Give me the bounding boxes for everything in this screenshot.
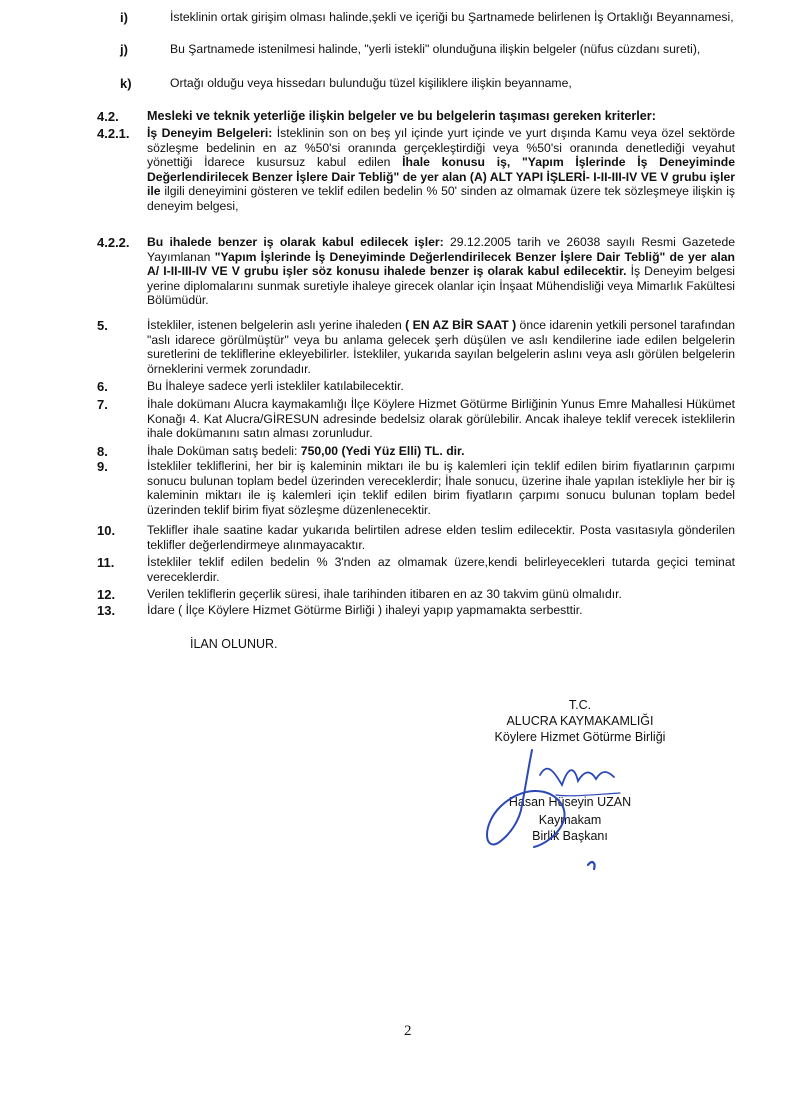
text-run: İş Deneyim Belgeleri: bbox=[147, 126, 273, 140]
item-label: 8. bbox=[97, 444, 108, 459]
section-label: 4.2.1. bbox=[97, 126, 130, 141]
text-run: 29.12.2005 tarih ve 26038 sayılı Resmi Gazetede Yayımlanan bbox=[147, 235, 735, 264]
text-run: İsteklinin ortak girişim olması halinde,şekli ve içeriği bu Şartnamede belirlenen İş Ortaklığı Beyannamesi, bbox=[170, 10, 734, 24]
handwritten-signature bbox=[470, 735, 650, 885]
section-text bbox=[147, 126, 735, 214]
item-label: j) bbox=[120, 42, 128, 57]
section-label: 4.2. bbox=[97, 109, 119, 124]
signatory-line2: ALUCRA KAYMAKAMLIĞI bbox=[506, 714, 654, 728]
item-label: 7. bbox=[97, 397, 108, 412]
text-run: Teklifler ihale saatine kadar yukarıda belirtilen adrese elden teslim edilecektir. Posta vasıtasıyla gönderilen teklifler değerlendirmeye alınmayacaktır. bbox=[147, 523, 735, 552]
item-text bbox=[147, 555, 735, 584]
signatory-line3: Köylere Hizmet Götürme Birliği bbox=[494, 730, 666, 744]
item-text bbox=[147, 523, 735, 552]
text-run: İdare ( İlçe Köylere Hizmet Götürme Birliği ) ihaleyi yapıp yapmamakta serbesttir. bbox=[147, 603, 583, 617]
item-label: k) bbox=[120, 76, 132, 91]
item-text bbox=[147, 587, 735, 602]
text-run: önce idarenin yetkili personel tarafından "aslı idarece görülmüştür" veya bu anlama gelecek şerh düşülen ve aslı kendilerine iade edilen belgelerin suretlerini de tekliflerine ekleyebilirler. İstekliler, yukarıda sayılan belgelerin aslını veya aslı görülen belgelerin örneklerini vermek zorundadır. bbox=[147, 318, 735, 376]
item-text bbox=[170, 42, 735, 57]
text-run: İstekliler tekliflerini, her bir iş kaleminin miktarı ile bu iş kalemleri için teklif edilen birim fiyatlarının çarpımı sonucu bulunan toplam bedel üzerinden vereceklerdir; İhale sonucu, üzerine ihale yapılan istekliyle her bir iş kaleminin miktarı ile iş kalemleri için teklif edilen birim fiyatların çarpımı sonucu bulunan toplam bedel üzerinden teklif birim fiyat sözleşme düzenlenecektir. bbox=[147, 459, 735, 517]
signatory-title2: Birlik Başkanı bbox=[532, 829, 608, 843]
section-text bbox=[147, 235, 735, 308]
text-run: İhale dokümanı Alucra kaymakamlığı İlçe Köylere Hizmet Götürme Birliğinin Yunus Emre Mahallesi Hükümet Konağı 4. Kat Alucra/GİRESUN adresinde bedelsiz olarak görülebilir. Ancak ihaleye teklif verecek isteklilerin ihale dokümanını satın alması zorunludur. bbox=[147, 397, 735, 441]
text-run: İstekliler teklif edilen bedelin % 3'nden az olmamak üzere,kendi belirleyecekleri tutarda geçici teminat vereceklerdir. bbox=[147, 555, 735, 584]
text-run: İhale konusu iş, "Yapım İşlerinde İş Deneyiminde Değerlendirilecek Benzer İşlere Dair Tebliğ" de yer alan (A) ALT YAPI İŞLERİ- I-II-III-IV VE V grubu işler ile bbox=[147, 155, 735, 199]
text-run: İş Deneyim belgesi yerine diplomalarını sunmak suretiyle ihaleye girecek olanlar için İnşaat Mühendisliği veya Mimarlık Fakültesi Bölümüdür. bbox=[147, 264, 735, 308]
text-run: "Yapım İşlerinde İş Deneyiminde Değerlendirilecek Benzer İşlere Dair Tebliğ" de yer alan A/ I-II-III-IV VE V grubu işler söz konusu ihalede benzer iş olarak kabul edilecektir. bbox=[147, 249, 736, 279]
item-text bbox=[147, 318, 735, 376]
item-text bbox=[147, 397, 735, 441]
item-label: 11. bbox=[97, 555, 115, 570]
item-label: 12. bbox=[97, 587, 116, 602]
item-label: 5. bbox=[97, 318, 108, 333]
text-run: İstekliler, istenen belgelerin aslı yerine ihaleden bbox=[147, 318, 406, 332]
item-label: i) bbox=[120, 10, 128, 25]
text-run: ( EN AZ BİR SAAT ) bbox=[405, 318, 517, 332]
item-label: 6. bbox=[97, 379, 108, 394]
signatory-title1: Kaymakam bbox=[538, 813, 602, 827]
signatory-line1: T.C. bbox=[568, 698, 592, 712]
item-text bbox=[147, 459, 735, 517]
item-text bbox=[147, 444, 735, 459]
item-text bbox=[170, 10, 735, 25]
section-heading bbox=[147, 109, 747, 124]
item-label: 13. bbox=[97, 603, 116, 618]
text-run: İsteklinin son on beş yıl içinde yurt içinde ve yurt dışında Kamu veya özel sektörde sözleşme bedelinin en az %50'si oranında gerçekleştirdiği veya %50'si oranında denetlediği veyahut yönettiği İdarece kusursuz kabul edilen bbox=[147, 126, 736, 170]
page-number: 2 bbox=[404, 1023, 412, 1039]
text-run: 750,00 (Yedi Yüz Elli) TL. dir. bbox=[300, 444, 465, 458]
text-run: ilgili deneyimini gösteren ve teklif edilen bedelin % 50' sinden az olmamak üzere tek sözleşmeye ilişkin iş deneyim belgesi, bbox=[147, 184, 735, 213]
text-run: Bu İhaleye sadece yerli istekliler katılabilecektir. bbox=[147, 379, 404, 393]
item-text bbox=[170, 76, 735, 91]
text-run: Verilen tekliflerin geçerlik süresi, ihale tarihinden itibaren en az 30 takvim günü olmalıdır. bbox=[147, 587, 622, 601]
item-label: 10. bbox=[97, 523, 116, 538]
section-label: 4.2.2. bbox=[97, 235, 130, 250]
announcement: İLAN OLUNUR. bbox=[190, 637, 278, 651]
item-text bbox=[147, 603, 735, 618]
text-run: Bu ihalede benzer iş olarak kabul edilecek işler: bbox=[147, 235, 444, 249]
signatory-name: Hasan Hüseyin UZAN bbox=[508, 795, 632, 809]
text-run: Bu Şartnamede istenilmesi halinde, "yerli istekli" olunduğuna ilişkin belgeler (nüfus cüzdanı sureti), bbox=[170, 42, 701, 56]
text-run: Ortağı olduğu veya hissedarı bulunduğu tüzel kişiliklere ilişkin beyanname, bbox=[170, 76, 572, 90]
item-text bbox=[147, 379, 735, 394]
text-run: Mesleki ve teknik yeterliğe ilişkin belgeler ve bu belgelerin taşıması gereken kriterler: bbox=[147, 109, 656, 123]
item-label: 9. bbox=[97, 459, 108, 474]
text-run: İhale Doküman satış bedeli: bbox=[147, 444, 301, 458]
